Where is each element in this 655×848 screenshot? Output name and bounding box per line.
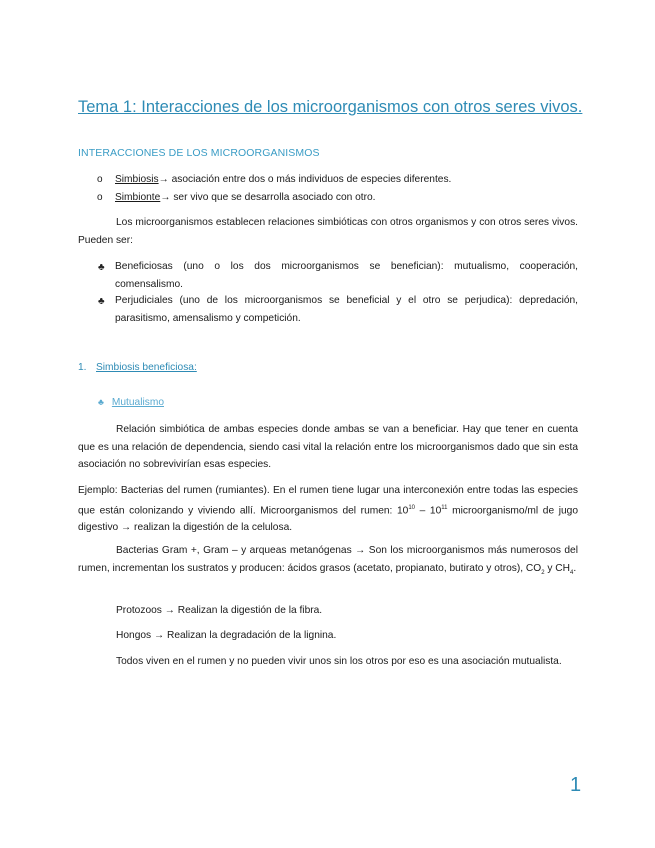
bullet-marker: o <box>97 174 103 185</box>
term-simbionte: Simbionte <box>115 192 161 203</box>
club-bullet-icon: ♣ <box>98 296 105 307</box>
text-run: y CH <box>544 562 571 574</box>
text-run: . <box>573 562 577 574</box>
club-item-beneficiosas: Beneficiosas (uno o los dos microorganismos se benefician): mutualismo, cooperación, comensalismo. <box>115 261 578 290</box>
definition-simbionte <box>115 189 376 207</box>
text-run: – 10 <box>415 504 442 516</box>
superscript: 10 <box>408 504 416 511</box>
section-label: Simbiosis beneficiosa: <box>96 362 197 373</box>
definition-text: → asociación entre dos o más individuos de especies diferentes. <box>158 174 452 185</box>
bullet-marker: o <box>97 192 103 203</box>
term-simbiosis: Simbiosis <box>115 174 159 185</box>
subscript: 4 <box>570 569 574 576</box>
definition-text: → ser vivo que se desarrolla asociado con otro. <box>160 192 376 203</box>
text-run: microorganismo/ml de jugo digestivo → realizan la digestión de la celulosa. <box>78 504 578 534</box>
section-number: 1. <box>78 362 87 373</box>
paragraph-bacterias <box>78 542 578 582</box>
subsection-heading <box>98 397 164 408</box>
page-title: Tema 1: Interacciones de los microorganismos con otros seres vivos. <box>78 98 583 116</box>
club-bullet-icon: ♣ <box>98 262 105 273</box>
club-item-perjudiciales: Perjudiciales (uno de los microorganismos se beneficial y el otro se perjudica): depredación, parasitismo, amensalismo y competición. <box>115 295 578 324</box>
subscript: 2 <box>541 569 545 576</box>
intro-paragraph: Los microorganismos establecen relaciones simbióticas con otros organismos y con otros seres vivos. Pueden ser: <box>78 217 578 246</box>
section-1-heading <box>78 362 197 373</box>
superscript: 11 <box>441 504 448 511</box>
paragraph-conclusion: Todos viven en el rumen y no pueden vivir unos sin los otros por eso es una asociación mutualista. <box>116 656 562 667</box>
text-run: Bacterias Gram +, Gram – y arqueas metanógenas → Son los microorganismos más numerosos del rumen, incrementan los sustratos y producen: ácidos grasos (acetato, propianato, butirato y otros), CO <box>78 545 578 574</box>
club-bullet-icon: ♣ <box>98 397 104 407</box>
page-number: 1 <box>570 774 582 796</box>
section-heading: INTERACCIONES DE LOS MICROORGANISMOS <box>78 147 320 159</box>
paragraph-protozoos: Protozoos → Realizan la digestión de la fibra. <box>116 605 323 616</box>
paragraph-relacion: Relación simbiótica de ambas especies donde ambas se van a beneficiar. Hay que tener en cuenta que es una relación de dependencia, siendo casi vital la relación entre los microorganismos dado que sin esta asociación no sobrevivirían esas especies. <box>78 424 578 470</box>
paragraph-hongos: Hongos → Realizan la degradación de la lignina. <box>116 630 337 641</box>
paragraph-ejemplo <box>78 482 578 537</box>
definition-simbiosis <box>115 171 451 189</box>
subsection-label: Mutualismo <box>111 397 164 408</box>
text-run: Ejemplo: Bacterias del rumen (rumiantes). En el rumen tiene lugar una interconexión entre todas las especies que están colonizando y viviendo allí. Microorganismos del rumen: 10 <box>78 485 578 516</box>
